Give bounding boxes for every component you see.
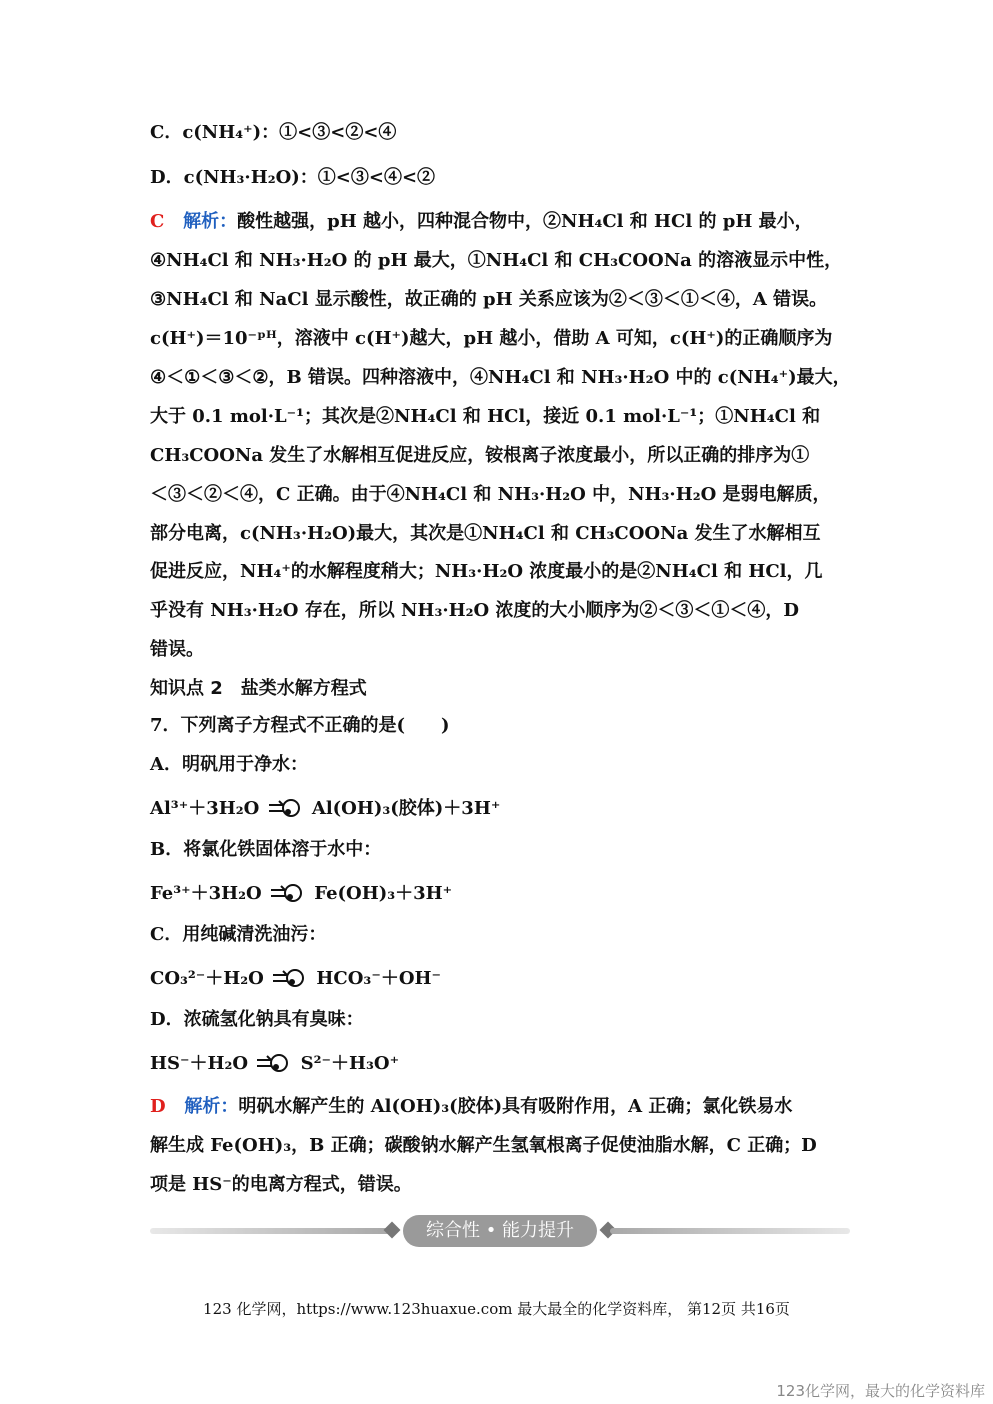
equation-a bbox=[150, 797, 500, 821]
divider-label: 综合性 • 能力提升 bbox=[403, 1215, 597, 1247]
answer-1-line-7: CH₃COONa 发生了水解相互促进反应，铵根离子浓度最小，所以正确的排序为① bbox=[150, 445, 810, 466]
analysis-text: 酸性越强，pH 越小，四种混合物中，②NH₄Cl 和 HCl 的 pH 最小， bbox=[237, 211, 813, 232]
equation-c-left: CO₃²⁻＋H₂O bbox=[150, 968, 264, 989]
answer-1-line-9: 部分电离，c(NH₃·H₂O)最大，其次是①NH₄Cl 和 CH₃COONa 发生了水解相互 bbox=[150, 523, 821, 544]
answer-1-line-11: 乎没有 NH₃·H₂O 存在，所以 NH₃·H₂O 浓度的大小顺序为②＜③＜①＜④，D bbox=[150, 600, 800, 621]
answer-2-line-3: 项是 HS⁻的电离方程式，错误。 bbox=[150, 1174, 412, 1195]
equation-d-left: HS⁻＋H₂O bbox=[150, 1053, 249, 1074]
analysis-label: 解析： bbox=[183, 211, 238, 232]
answer-1-line-10: 促进反应，NH₄⁺的水解程度稍大；NH₃·H₂O 浓度最小的是②NH₄Cl 和 HCl，几 bbox=[150, 561, 823, 582]
answer-letter: D bbox=[150, 1096, 166, 1117]
analysis-label: 解析： bbox=[184, 1096, 239, 1117]
answer-1-line-2: ④NH₄Cl 和 NH₃·H₂O 的 pH 最大，①NH₄Cl 和 CH₃COONa 的溶液显示中性， bbox=[150, 250, 843, 271]
option-d: D．c(NH₃·H₂O)：①<③<④<② bbox=[150, 167, 436, 188]
equation-b-right: Fe(OH)₃＋3H⁺ bbox=[314, 883, 453, 904]
answer-1-line-3: ③NH₄Cl 和 NaCl 显示酸性，故正确的 pH 关系应该为②＜③＜①＜④，A 错误。 bbox=[150, 289, 828, 310]
equation-d-right: S²⁻＋H₃O⁺ bbox=[300, 1053, 400, 1074]
answer-letter: C bbox=[150, 211, 165, 232]
answer-2-line-1 bbox=[150, 1095, 792, 1119]
choice-c: C．用纯碱清洗油污： bbox=[150, 924, 327, 945]
equation-b bbox=[150, 882, 452, 906]
page-footer: 123 化学网，https://www.123huaxue.com 最大最全的化学资料库， 第12页 共16页 bbox=[203, 1300, 790, 1318]
diamond-icon bbox=[384, 1222, 401, 1239]
analysis-text: 明矾水解产生的 Al(OH)₃(胶体)具有吸附作用，A 正确；氯化铁易水 bbox=[238, 1096, 793, 1117]
answer-1-line-6: 大于 0.1 mol·L⁻¹；其次是②NH₄Cl 和 HCl，接近 0.1 mol·L⁻¹；①NH₄Cl 和 bbox=[150, 406, 821, 427]
equation-c-right: HCO₃⁻＋OH⁻ bbox=[316, 968, 442, 989]
watermark: 123化学网，最大的化学资料库 bbox=[776, 1382, 985, 1400]
answer-1-line-5: ④＜①＜③＜②，B 错误。四种溶液中，④NH₄Cl 和 NH₃·H₂O 中的 c(NH₄⁺)最大， bbox=[150, 367, 851, 388]
divider-bar-left bbox=[150, 1228, 390, 1234]
reversible-arrow-icon bbox=[255, 1054, 293, 1072]
reversible-arrow-icon bbox=[267, 799, 305, 817]
divider-bar-right bbox=[610, 1228, 850, 1234]
answer-1-line-4: c(H⁺)＝10⁻ᵖᴴ，溶液中 c(H⁺)越大，pH 越小，借助 A 可知，c(H⁺)的正确顺序为 bbox=[150, 328, 833, 349]
answer-1-line-12: 错误。 bbox=[150, 639, 204, 660]
choice-a: A．明矾用于净水： bbox=[150, 754, 308, 775]
answer-1-line-8: ＜③＜②＜④，C 正确。由于④NH₄Cl 和 NH₃·H₂O 中，NH₃·H₂O 是弱电解质， bbox=[150, 484, 831, 505]
question-7: 7．下列离子方程式不正确的是( ) bbox=[150, 715, 450, 736]
answer-2-line-2: 解生成 Fe(OH)₃，B 正确；碳酸钠水解产生氢氧根离子促使油脂水解，C 正确；D bbox=[150, 1135, 817, 1156]
option-c: C．c(NH₄⁺)：①<③<②<④ bbox=[150, 122, 397, 143]
equation-c bbox=[150, 967, 441, 991]
answer-1-line-1 bbox=[150, 210, 813, 234]
equation-a-right: Al(OH)₃(胶体)＋3H⁺ bbox=[311, 798, 501, 819]
equation-d bbox=[150, 1052, 399, 1076]
choice-d: D．浓硫氢化钠具有臭味： bbox=[150, 1009, 364, 1030]
equation-a-left: Al³⁺＋3H₂O bbox=[150, 798, 260, 819]
section-heading: 知识点 2 盐类水解方程式 bbox=[150, 678, 367, 699]
reversible-arrow-icon bbox=[269, 884, 307, 902]
section-divider bbox=[150, 1213, 850, 1249]
equation-b-left: Fe³⁺＋3H₂O bbox=[150, 883, 262, 904]
choice-b: B．将氯化铁固体溶于水中： bbox=[150, 839, 382, 860]
reversible-arrow-icon bbox=[271, 969, 309, 987]
